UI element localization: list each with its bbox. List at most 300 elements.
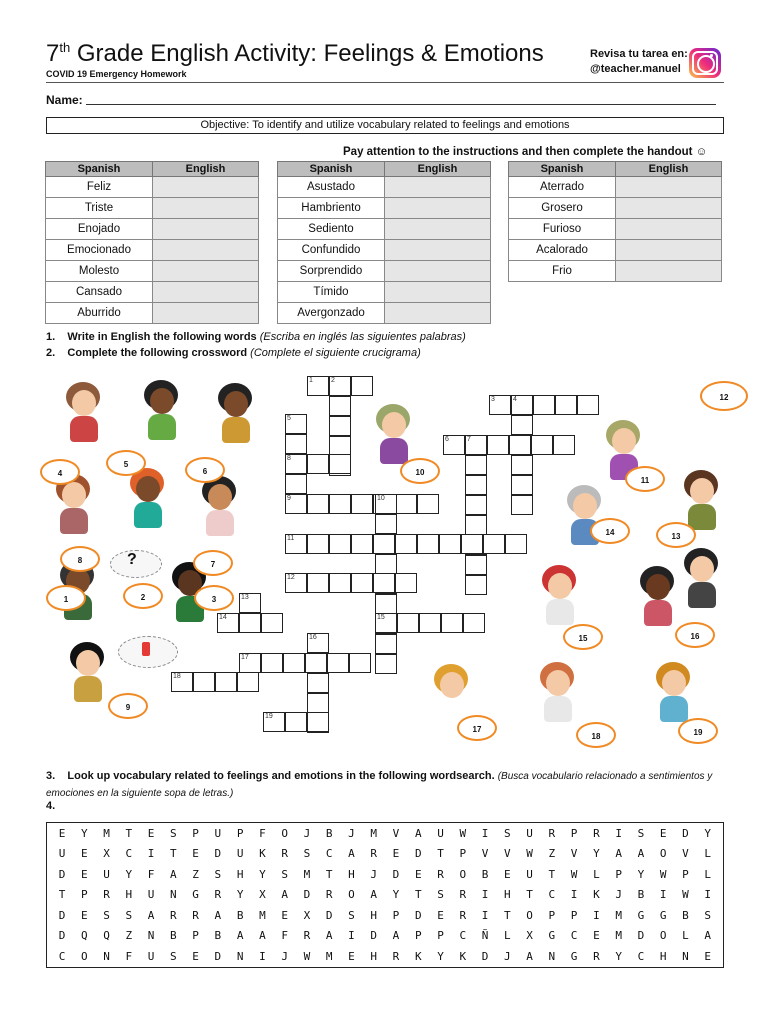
english-answer-cell[interactable] <box>385 282 491 303</box>
wordsearch-letter[interactable]: E <box>192 847 199 861</box>
wordsearch-letter[interactable]: A <box>214 908 222 922</box>
crossword-cell[interactable] <box>439 534 461 554</box>
crossword-cell[interactable] <box>307 454 329 474</box>
crossword-cell[interactable] <box>531 435 553 455</box>
wordsearch-letter[interactable]: E <box>437 908 444 922</box>
crossword-cell[interactable] <box>349 653 371 673</box>
wordsearch-letter[interactable]: M <box>615 929 622 943</box>
crossword-cell[interactable] <box>373 573 395 593</box>
wordsearch-letter[interactable]: E <box>593 929 600 943</box>
wordsearch-letter[interactable]: U <box>147 949 155 963</box>
crossword-cell[interactable] <box>283 653 305 673</box>
wordsearch-letter[interactable]: E <box>80 847 88 861</box>
wordsearch-letter[interactable]: K <box>593 888 600 902</box>
wordsearch-letter[interactable]: P <box>570 908 578 922</box>
crossword-cell[interactable] <box>553 435 575 455</box>
crossword-cell[interactable] <box>329 416 351 436</box>
wordsearch-letter[interactable]: E <box>147 826 155 840</box>
wordsearch-letter[interactable]: U <box>58 847 66 861</box>
crossword-cell[interactable] <box>351 534 373 554</box>
wordsearch-letter[interactable]: S <box>348 908 355 922</box>
wordsearch-letter[interactable]: U <box>103 867 110 881</box>
crossword-cell[interactable] <box>307 494 329 514</box>
wordsearch-letter[interactable]: K <box>259 847 266 861</box>
crossword-cell[interactable] <box>305 653 327 673</box>
wordsearch-letter[interactable]: H <box>370 908 378 922</box>
crossword-cell[interactable] <box>487 435 509 455</box>
wordsearch-letter[interactable]: M <box>325 949 333 963</box>
wordsearch-letter[interactable]: E <box>392 847 400 861</box>
wordsearch-letter[interactable]: D <box>325 908 333 922</box>
wordsearch-letter[interactable]: E <box>80 908 88 922</box>
wordsearch-letter[interactable]: L <box>704 847 712 861</box>
english-answer-cell[interactable] <box>385 198 491 219</box>
wordsearch-letter[interactable]: C <box>570 929 578 943</box>
wordsearch-letter[interactable]: I <box>147 847 155 861</box>
crossword-cell[interactable] <box>465 475 487 495</box>
wordsearch-letter[interactable]: W <box>659 867 667 881</box>
crossword-cell[interactable] <box>375 554 397 574</box>
wordsearch-letter[interactable]: B <box>481 867 489 881</box>
wordsearch-letter[interactable]: M <box>370 826 378 840</box>
wordsearch-letter[interactable]: L <box>704 867 712 881</box>
crossword-cell[interactable] <box>351 376 373 396</box>
crossword-cell[interactable] <box>329 396 351 416</box>
wordsearch-letter[interactable]: P <box>459 847 467 861</box>
wordsearch-letter[interactable]: P <box>236 826 244 840</box>
wordsearch-letter[interactable]: P <box>392 908 400 922</box>
wordsearch-letter[interactable]: F <box>147 867 155 881</box>
crossword-cell[interactable] <box>329 454 351 474</box>
wordsearch-letter[interactable]: I <box>704 888 712 902</box>
wordsearch-letter[interactable]: Z <box>125 929 133 943</box>
wordsearch-letter[interactable]: I <box>259 949 266 963</box>
wordsearch-letter[interactable]: E <box>281 908 288 922</box>
wordsearch-letter[interactable]: I <box>615 826 622 840</box>
crossword-cell[interactable] <box>465 575 487 595</box>
crossword-cell[interactable] <box>465 555 487 575</box>
crossword-cell[interactable] <box>577 395 599 415</box>
wordsearch-letter[interactable]: J <box>370 867 378 881</box>
wordsearch-letter[interactable]: T <box>526 888 533 902</box>
wordsearch-letter[interactable]: J <box>303 826 311 840</box>
crossword-cell[interactable] <box>417 494 439 514</box>
wordsearch-letter[interactable]: F <box>259 826 266 840</box>
wordsearch-letter[interactable]: A <box>236 929 244 943</box>
wordsearch-letter[interactable]: M <box>259 908 266 922</box>
wordsearch-letter[interactable]: B <box>170 929 177 943</box>
english-answer-cell[interactable] <box>153 240 259 261</box>
crossword-cell[interactable] <box>329 573 351 593</box>
wordsearch-letter[interactable]: N <box>682 949 689 963</box>
crossword-cell[interactable] <box>327 653 349 673</box>
crossword-cell[interactable] <box>461 534 483 554</box>
wordsearch-letter[interactable]: E <box>504 867 511 881</box>
english-answer-cell[interactable] <box>385 303 491 324</box>
wordsearch-letter[interactable]: D <box>637 929 645 943</box>
wordsearch-letter[interactable]: T <box>58 888 66 902</box>
crossword-cell[interactable] <box>285 712 307 732</box>
wordsearch-letter[interactable]: R <box>593 949 600 963</box>
wordsearch-letter[interactable]: P <box>192 826 199 840</box>
crossword-cell[interactable] <box>465 455 487 475</box>
wordsearch-letter[interactable]: E <box>414 867 422 881</box>
wordsearch-letter[interactable]: G <box>192 888 199 902</box>
wordsearch-letter[interactable]: S <box>125 908 133 922</box>
wordsearch-letter[interactable]: D <box>392 867 400 881</box>
wordsearch-letter[interactable]: A <box>392 929 400 943</box>
crossword-cell[interactable] <box>555 395 577 415</box>
crossword-cell[interactable] <box>375 634 397 654</box>
english-answer-cell[interactable] <box>153 282 259 303</box>
wordsearch-letter[interactable]: D <box>214 949 222 963</box>
wordsearch-letter[interactable]: R <box>548 826 556 840</box>
wordsearch-letter[interactable]: X <box>526 929 533 943</box>
crossword-cell[interactable] <box>239 613 261 633</box>
crossword-cell[interactable] <box>261 613 283 633</box>
crossword-cell[interactable] <box>395 534 417 554</box>
wordsearch-letter[interactable]: A <box>615 847 622 861</box>
table-row <box>46 303 259 324</box>
wordsearch-letter[interactable]: Z <box>192 867 199 881</box>
wordsearch-letter[interactable]: Y <box>437 949 444 963</box>
wordsearch-letter[interactable]: D <box>481 949 489 963</box>
wordsearch-letter[interactable]: W <box>459 826 467 840</box>
wordsearch-letter[interactable]: R <box>303 929 311 943</box>
wordsearch-letter[interactable]: P <box>548 908 556 922</box>
wordsearch-letter[interactable]: E <box>659 826 667 840</box>
wordsearch-letter[interactable]: K <box>414 949 422 963</box>
wordsearch-letter[interactable]: P <box>682 867 689 881</box>
crossword-cell[interactable] <box>375 514 397 534</box>
wordsearch-letter[interactable]: I <box>659 888 667 902</box>
wordsearch-letter[interactable]: S <box>504 826 511 840</box>
wordsearch-letter[interactable]: R <box>214 888 222 902</box>
crossword-number: 14 <box>219 614 227 621</box>
wordsearch-letter[interactable]: M <box>103 826 110 840</box>
wordsearch-letter[interactable]: L <box>504 929 511 943</box>
crossword-cell[interactable] <box>215 672 237 692</box>
wordsearch-letter[interactable]: R <box>192 908 199 922</box>
wordsearch-letter[interactable]: S <box>437 888 444 902</box>
wordsearch-letter[interactable]: P <box>80 888 88 902</box>
crossword-cell[interactable] <box>511 495 533 515</box>
wordsearch-letter[interactable]: H <box>370 949 378 963</box>
wordsearch-letter[interactable]: N <box>170 888 177 902</box>
wordsearch-letter[interactable]: A <box>704 929 712 943</box>
crossword-cell[interactable] <box>351 573 373 593</box>
wordsearch-letter[interactable]: C <box>637 949 645 963</box>
wordsearch-letter[interactable]: P <box>437 929 444 943</box>
wordsearch-letter[interactable]: Ñ <box>481 929 489 943</box>
wordsearch-letter[interactable]: V <box>570 847 578 861</box>
wordsearch-letter[interactable]: L <box>593 867 600 881</box>
wordsearch-letter[interactable]: I <box>481 908 489 922</box>
wordsearch-letter[interactable]: I <box>570 888 578 902</box>
wordsearch-letter[interactable]: S <box>214 867 222 881</box>
wordsearch-letter[interactable]: R <box>370 847 378 861</box>
wordsearch-letter[interactable]: U <box>526 867 533 881</box>
wordsearch-letter[interactable]: N <box>548 949 556 963</box>
wordsearch-letter[interactable]: I <box>481 888 489 902</box>
wordsearch-letter[interactable]: C <box>548 888 556 902</box>
wordsearch-letter[interactable]: C <box>125 847 133 861</box>
crossword-cell[interactable] <box>351 494 373 514</box>
wordsearch-letter[interactable]: G <box>548 929 556 943</box>
wordsearch-letter[interactable]: X <box>259 888 266 902</box>
wordsearch-letter[interactable]: I <box>348 929 355 943</box>
crossword-cell[interactable] <box>373 534 395 554</box>
crossword-cell[interactable] <box>483 534 505 554</box>
crossword-cell[interactable] <box>261 653 283 673</box>
wordsearch-letter[interactable]: J <box>281 949 288 963</box>
crossword-cell[interactable] <box>441 613 463 633</box>
english-answer-cell[interactable] <box>616 219 722 240</box>
wordsearch-letter[interactable]: U <box>437 826 444 840</box>
wordsearch-letter[interactable]: K <box>459 949 467 963</box>
crossword-cell[interactable] <box>307 534 329 554</box>
english-answer-cell[interactable] <box>153 219 259 240</box>
wordsearch-letter[interactable]: X <box>103 847 110 861</box>
wordsearch-letter[interactable]: L <box>682 929 689 943</box>
english-answer-cell[interactable] <box>153 261 259 282</box>
crossword-cell[interactable] <box>511 415 533 435</box>
wordsearch-letter[interactable]: E <box>80 867 88 881</box>
wordsearch-letter[interactable]: W <box>570 867 578 881</box>
wordsearch-letter[interactable]: R <box>103 888 110 902</box>
english-answer-cell[interactable] <box>385 261 491 282</box>
wordsearch-letter[interactable]: O <box>80 949 88 963</box>
wordsearch-letter[interactable]: T <box>170 847 177 861</box>
wordsearch-letter[interactable]: D <box>370 929 378 943</box>
crossword-cell[interactable] <box>307 712 329 732</box>
wordsearch-letter[interactable]: E <box>348 949 355 963</box>
crossword-cell[interactable] <box>329 534 351 554</box>
wordsearch-letter[interactable]: R <box>325 888 333 902</box>
wordsearch-letter[interactable]: J <box>504 949 511 963</box>
wordsearch-letter[interactable]: O <box>348 888 355 902</box>
wordsearch-letter[interactable]: N <box>103 949 110 963</box>
crossword-cell[interactable] <box>375 654 397 674</box>
crossword-cell[interactable] <box>395 494 417 514</box>
wordsearch-letter[interactable]: R <box>459 908 467 922</box>
wordsearch-letter[interactable]: A <box>414 826 422 840</box>
english-answer-cell[interactable] <box>385 240 491 261</box>
wordsearch-letter[interactable]: A <box>348 847 355 861</box>
crossword-cell[interactable] <box>419 613 441 633</box>
wordsearch-letter[interactable]: Y <box>80 826 88 840</box>
wordsearch-letter[interactable]: T <box>325 867 333 881</box>
wordsearch-letter[interactable]: I <box>593 908 600 922</box>
wordsearch-letter[interactable]: R <box>593 826 600 840</box>
wordsearch-letter[interactable]: Y <box>637 867 645 881</box>
crossword-cell[interactable] <box>329 436 351 456</box>
crossword-cell[interactable] <box>375 594 397 614</box>
wordsearch-letter[interactable]: X <box>303 908 311 922</box>
crossword-cell[interactable] <box>307 693 329 713</box>
wordsearch-letter[interactable]: P <box>615 867 622 881</box>
wordsearch-letter[interactable]: O <box>659 847 667 861</box>
wordsearch-letter[interactable]: G <box>659 908 667 922</box>
wordsearch-letter[interactable]: B <box>214 929 222 943</box>
crossword-cell[interactable] <box>417 534 439 554</box>
wordsearch-letter[interactable]: O <box>281 826 288 840</box>
wordsearch-letter[interactable]: R <box>459 888 467 902</box>
crossword-cell[interactable] <box>193 672 215 692</box>
wordsearch-letter[interactable]: H <box>348 867 355 881</box>
english-answer-cell[interactable] <box>616 198 722 219</box>
wordsearch-letter[interactable]: D <box>414 847 422 861</box>
wordsearch-letter[interactable]: C <box>459 929 467 943</box>
wordsearch-letter[interactable]: D <box>214 847 222 861</box>
crossword-cell[interactable] <box>285 434 307 454</box>
english-answer-cell[interactable] <box>385 219 491 240</box>
wordsearch-letter[interactable]: H <box>125 888 133 902</box>
wordsearch-letter[interactable]: T <box>504 908 511 922</box>
wordsearch-letter[interactable]: U <box>147 888 155 902</box>
wordsearch-letter[interactable]: H <box>236 867 244 881</box>
wordsearch-letter[interactable]: A <box>637 847 645 861</box>
wordsearch-letter[interactable]: A <box>170 867 177 881</box>
wordsearch-letter[interactable]: M <box>303 867 311 881</box>
wordsearch-letter[interactable]: A <box>370 888 378 902</box>
english-answer-cell[interactable] <box>153 177 259 198</box>
wordsearch-letter[interactable]: F <box>125 949 133 963</box>
crossword-cell[interactable] <box>511 455 533 475</box>
wordsearch-letter[interactable]: F <box>281 929 288 943</box>
wordsearch-letter[interactable]: D <box>58 929 66 943</box>
wordsearch-letter[interactable]: D <box>414 908 422 922</box>
wordsearch-letter[interactable]: C <box>325 847 333 861</box>
wordsearch-letter[interactable]: R <box>281 847 288 861</box>
wordsearch-letter[interactable]: R <box>392 949 400 963</box>
wordsearch-letter[interactable]: D <box>58 867 66 881</box>
wordsearch-letter[interactable]: W <box>303 949 311 963</box>
crossword-cell[interactable] <box>329 494 351 514</box>
wordsearch-letter[interactable]: N <box>147 929 155 943</box>
wordsearch-letter[interactable]: V <box>682 847 689 861</box>
name-field[interactable] <box>86 104 716 105</box>
wordsearch-letter[interactable]: E <box>192 949 199 963</box>
wordsearch-letter[interactable]: A <box>147 908 155 922</box>
wordsearch-letter[interactable]: Q <box>80 929 88 943</box>
wordsearch-letter[interactable]: A <box>526 949 533 963</box>
wordsearch-letter[interactable]: O <box>459 867 467 881</box>
wordsearch-letter[interactable]: B <box>682 908 689 922</box>
wordsearch-letter[interactable]: D <box>682 826 689 840</box>
wordsearch-letter[interactable]: U <box>526 826 533 840</box>
wordsearch-letter[interactable]: S <box>170 826 177 840</box>
crossword-cell[interactable] <box>285 474 307 494</box>
wordsearch-letter[interactable]: V <box>392 826 400 840</box>
english-answer-cell[interactable] <box>385 177 491 198</box>
wordsearch-letter[interactable]: S <box>704 908 712 922</box>
wordsearch-letter[interactable]: B <box>637 888 645 902</box>
wordsearch-letter[interactable]: S <box>170 949 177 963</box>
wordsearch-letter[interactable]: E <box>704 949 712 963</box>
wordsearch-letter[interactable]: S <box>281 867 288 881</box>
crossword-cell[interactable] <box>397 613 419 633</box>
wordsearch-letter[interactable]: G <box>637 908 645 922</box>
wordsearch-letter[interactable]: A <box>259 929 266 943</box>
wordsearch-letter[interactable]: O <box>526 908 533 922</box>
wordsearch-letter[interactable]: A <box>325 929 333 943</box>
crossword-cell[interactable] <box>533 395 555 415</box>
wordsearch-letter[interactable]: N <box>236 949 244 963</box>
wordsearch-letter[interactable]: T <box>414 888 422 902</box>
wordsearch-letter[interactable]: Y <box>704 826 712 840</box>
wordsearch-letter[interactable]: B <box>236 908 244 922</box>
wordsearch-letter[interactable]: T <box>437 847 444 861</box>
wordsearch-letter[interactable]: E <box>58 826 66 840</box>
english-answer-cell[interactable] <box>616 261 722 282</box>
wordsearch-letter[interactable]: S <box>637 826 645 840</box>
wordsearch-letter[interactable]: J <box>348 826 355 840</box>
wordsearch-letter[interactable]: C <box>58 949 66 963</box>
wordsearch-letter[interactable]: T <box>125 826 133 840</box>
wordsearch-letter[interactable]: I <box>481 826 489 840</box>
wordsearch-letter[interactable]: Y <box>125 867 133 881</box>
wordsearch-letter[interactable]: P <box>192 929 199 943</box>
wordsearch-letter[interactable]: V <box>504 847 511 861</box>
wordsearch-letter[interactable]: T <box>548 867 556 881</box>
crossword-cell[interactable] <box>237 672 259 692</box>
wordsearch-letter[interactable]: Y <box>392 888 400 902</box>
english-answer-cell[interactable] <box>616 240 722 261</box>
english-answer-cell[interactable] <box>153 303 259 324</box>
wordsearch-letter[interactable]: U <box>236 847 244 861</box>
crossword-cell[interactable] <box>509 435 531 455</box>
crossword-cell[interactable] <box>465 495 487 515</box>
crossword-cell[interactable] <box>465 515 487 535</box>
wordsearch-letter[interactable]: D <box>303 888 311 902</box>
wordsearch-letter[interactable]: W <box>682 888 689 902</box>
crossword-cell[interactable] <box>511 475 533 495</box>
wordsearch-letter[interactable]: A <box>281 888 288 902</box>
wordsearch-letter[interactable]: H <box>659 949 667 963</box>
wordsearch-letter[interactable]: S <box>103 908 110 922</box>
english-answer-cell[interactable] <box>616 177 722 198</box>
wordsearch-letter[interactable]: W <box>526 847 533 861</box>
crossword-cell[interactable] <box>307 673 329 693</box>
wordsearch-letter[interactable]: J <box>615 888 622 902</box>
wordsearch-letter[interactable]: B <box>325 826 333 840</box>
wordsearch-letter[interactable]: Z <box>548 847 556 861</box>
wordsearch-letter[interactable]: D <box>58 908 66 922</box>
wordsearch-letter[interactable]: Y <box>593 847 600 861</box>
wordsearch-letter[interactable]: U <box>214 826 222 840</box>
wordsearch-letter[interactable]: G <box>570 949 578 963</box>
english-answer-cell[interactable] <box>153 198 259 219</box>
wordsearch-letter[interactable]: P <box>570 826 578 840</box>
wordsearch-letter[interactable]: Y <box>236 888 244 902</box>
wordsearch-letter[interactable]: Q <box>103 929 110 943</box>
crossword-cell[interactable] <box>395 573 417 593</box>
crossword-cell[interactable] <box>463 613 485 633</box>
wordsearch-letter[interactable]: Y <box>259 867 266 881</box>
wordsearch-letter[interactable]: R <box>437 867 444 881</box>
wordsearch-letter[interactable]: Y <box>615 949 622 963</box>
wordsearch-letter[interactable]: M <box>615 908 622 922</box>
wordsearch-letter[interactable]: R <box>170 908 177 922</box>
wordsearch-letter[interactable]: H <box>504 888 511 902</box>
crossword-cell[interactable] <box>307 573 329 593</box>
wordsearch-letter[interactable]: S <box>303 847 311 861</box>
wordsearch-letter[interactable]: V <box>481 847 489 861</box>
crossword-cell[interactable] <box>505 534 527 554</box>
wordsearch-letter[interactable]: P <box>414 929 422 943</box>
wordsearch-letter[interactable]: O <box>659 929 667 943</box>
